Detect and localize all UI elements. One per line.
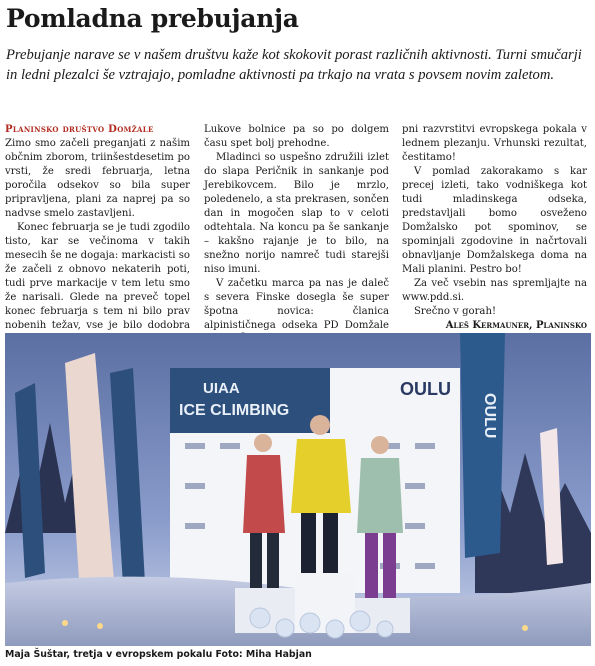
- banner-oulu: OULU: [400, 379, 451, 399]
- banner-ice-climbing: ICE CLIMBING: [179, 402, 290, 419]
- article-title: Pomladna prebujanja: [6, 4, 299, 33]
- article-column-2: [204, 123, 389, 361]
- article-column-3: [402, 123, 587, 347]
- paragraph: pni razvrstitvi evropskega pokala v lednem plezanju. Vrhunski rezultat, čestitamo!: [402, 124, 587, 163]
- paragraph: V začetku marca pa nas je daleč s severa Finske dosegla še super špotna novica: članica alpinističnega odseka PD Domžale: [204, 278, 389, 331]
- paragraph: Srečno v gorah!: [414, 306, 497, 317]
- podium-photo: [5, 333, 591, 646]
- article-lead: Prebujanje narave se v našem društvu kaže kot skokovit porast različnih aktivnosti. Turni smučarji in ledni plezalci še vztrajajo, pomladne aktivnosti pa trkajo na vrata s povsem novim zaletom.: [6, 47, 582, 83]
- paragraph: Konec februarja se je tudi zgodilo tisto, kar se večinoma v takih mesecih še ne dogaja: markacisti so že začeli z obnovo nekaterih poti, tudi prve markacije v tem letu smo že narisali. Glede na preveč topel konec februarja s tem ni bilo prav nobenih težav, vse je bilo dodobra: [5, 222, 190, 331]
- photo-caption: Maja Šuštar, tretja v evropskem pokalu Foto: Miha Habjan: [5, 649, 312, 660]
- paragraph: Zimo smo začeli preganjati z našim občnim zborom, triinšestdesetim po vrsti, že sredi februarja, letna poročila odsekov so bila super pripravljena, plani za naprej pa so nadvse smelo zastavljeni.: [5, 138, 190, 219]
- paragraph: Lukove bolnice pa so po dolgem času spet bolj prehodne.: [204, 124, 389, 149]
- paragraph: Za več vsebin nas spremljajte na www.pdd.si.: [402, 278, 587, 303]
- paragraph: Mladinci so uspešno združili izlet do slapa Peričnik in sankanje pod Jerebikovcem. Bilo je mrzlo, poledenelo, a sta prekrasen, sončen dan in mogočen slap to v celoti odtehtala. Na koncu pa še sankanje – kakšno rajanje je to bilo, na snežno norijo namreč tudi starejši niso imuni.: [204, 152, 389, 275]
- paragraph: V pomlad zakorakamo s kar precej izleti, tako vodniškega kot tudi mladinskega odseka, predstavljali bomo osveženo Domžalsko pot spominov, se spominjali zgodovine in načrtovali obnavljanje Domžalskega doma na Mali planini. Pestro bo!: [402, 166, 587, 275]
- article-column-1: [5, 123, 190, 347]
- organization-label: Planinsko društvo Domžale: [5, 124, 154, 135]
- banner-uiaa: UIAA: [203, 380, 240, 397]
- author-signature: Aleš Kermauner, Planinsko: [445, 320, 587, 331]
- svg-text:OULU: OULU: [481, 393, 498, 439]
